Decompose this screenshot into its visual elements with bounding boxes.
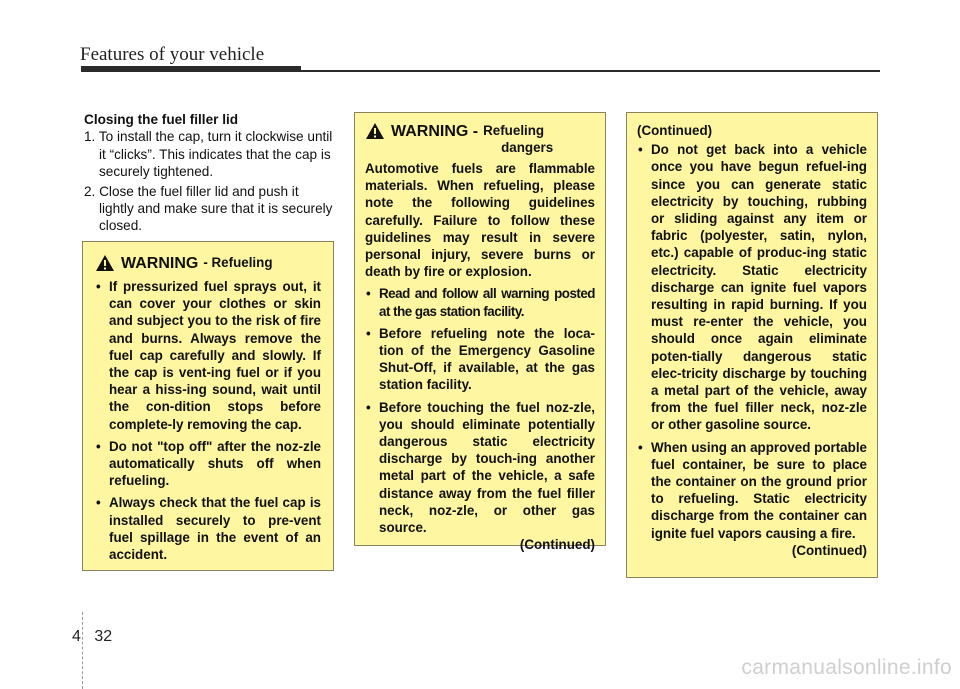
continued-label-top: (Continued) (637, 123, 713, 138)
warning-subtitle: - Refueling (203, 255, 273, 270)
warning-label: WARNING (121, 255, 199, 272)
warning-box-refueling (82, 241, 334, 571)
warning-triangle-icon (95, 254, 115, 272)
page-number (72, 628, 112, 646)
warning-bullet: • When using an approved portable fuel container, be sure to place the container on the ground prior to refueling. Static electricity discharge from the container can ignite fuel vapors causing a fire. (637, 439, 867, 542)
page-number-divider (82, 612, 84, 689)
watermark: carmanualsonline.info (741, 656, 952, 679)
page-number-value: 32 (94, 628, 113, 645)
warning-box-continued (626, 112, 878, 578)
warning-bullet: • Before refueling note the loca-tion of the Emergency Gasoline Shut-Off, if available, at the gas station facility. (365, 325, 595, 394)
closing-fuel-lid-section (84, 111, 336, 235)
section-number: 4 (72, 628, 81, 645)
continued-label: (Continued) (519, 537, 595, 553)
warning-title (365, 122, 595, 156)
warning-bullet: • Before touching the fuel noz-zle, you should eliminate potentially dangerous static electricity discharge by touch-ing another metal part of the vehicle, a safe distance away from the fuel filler neck, noz-zle, or other gas source. (365, 399, 595, 537)
page-header-title: Features of your vehicle (80, 44, 265, 65)
warning-intro: Automotive fuels are flammable materials. When refueling, please note the following guidelines carefully. Failure to follow these guidelines may result in severe personal injury, severe burns or death by fire or explosion. (365, 161, 595, 280)
warning-bullet: • If pressurized fuel sprays out, it can cover your clothes or skin and subject you to the risk of fire and burns. Always remove the fuel cap carefully and slowly. If the cap is vent-ing fuel or if you hear a hiss-ing sound, wait until the con-dition stops before complete-ly removing the cap. (95, 278, 321, 433)
warning-bullet: • Do not "top off" after the noz-zle automatically shuts off when refueling. (95, 438, 321, 490)
warning-title (95, 254, 321, 273)
header-rule-thin (296, 70, 880, 72)
warning-subtitle: Refueling dangers (483, 123, 554, 155)
warning-bullet: • Read and follow all warning posted at the gas station facility. (365, 285, 595, 319)
warning-box-refueling-dangers (354, 112, 606, 553)
warning-bullet: • Do not get back into a vehicle once you have begun refuel-ing since you can generate static electricity by touching, rubbing or sliding against any item or fabric (polyester, satin, nylon, etc.) capable of produc-ing static electricity. Static electricity discharge can ignite fuel vapors resulting in rapid burning. If you must re-enter the vehicle, you should once again eliminate poten-tially dangerous static elec-tricity discharge by touching a metal part of the vehicle, away from the fuel filler neck, noz-zle or other gasoline source. (637, 141, 867, 433)
warning-triangle-icon (365, 122, 385, 140)
warning-bullet: • Always check that the fuel cap is installed securely to pre-vent fuel spillage in the event of an accident. (95, 494, 321, 563)
section-heading: Closing the fuel filler lid (84, 112, 239, 127)
step-1: 1. To install the cap, turn it clockwise until it “clicks”. This indicates that the cap is securely tightened. (84, 129, 333, 180)
step-2: 2. Close the fuel filler lid and push it lightly and make sure that it is securely closed. (84, 183, 333, 234)
warning-label: WARNING - (391, 123, 479, 140)
continued-label: (Continued) (791, 542, 867, 558)
header-rule-thick (81, 66, 301, 72)
